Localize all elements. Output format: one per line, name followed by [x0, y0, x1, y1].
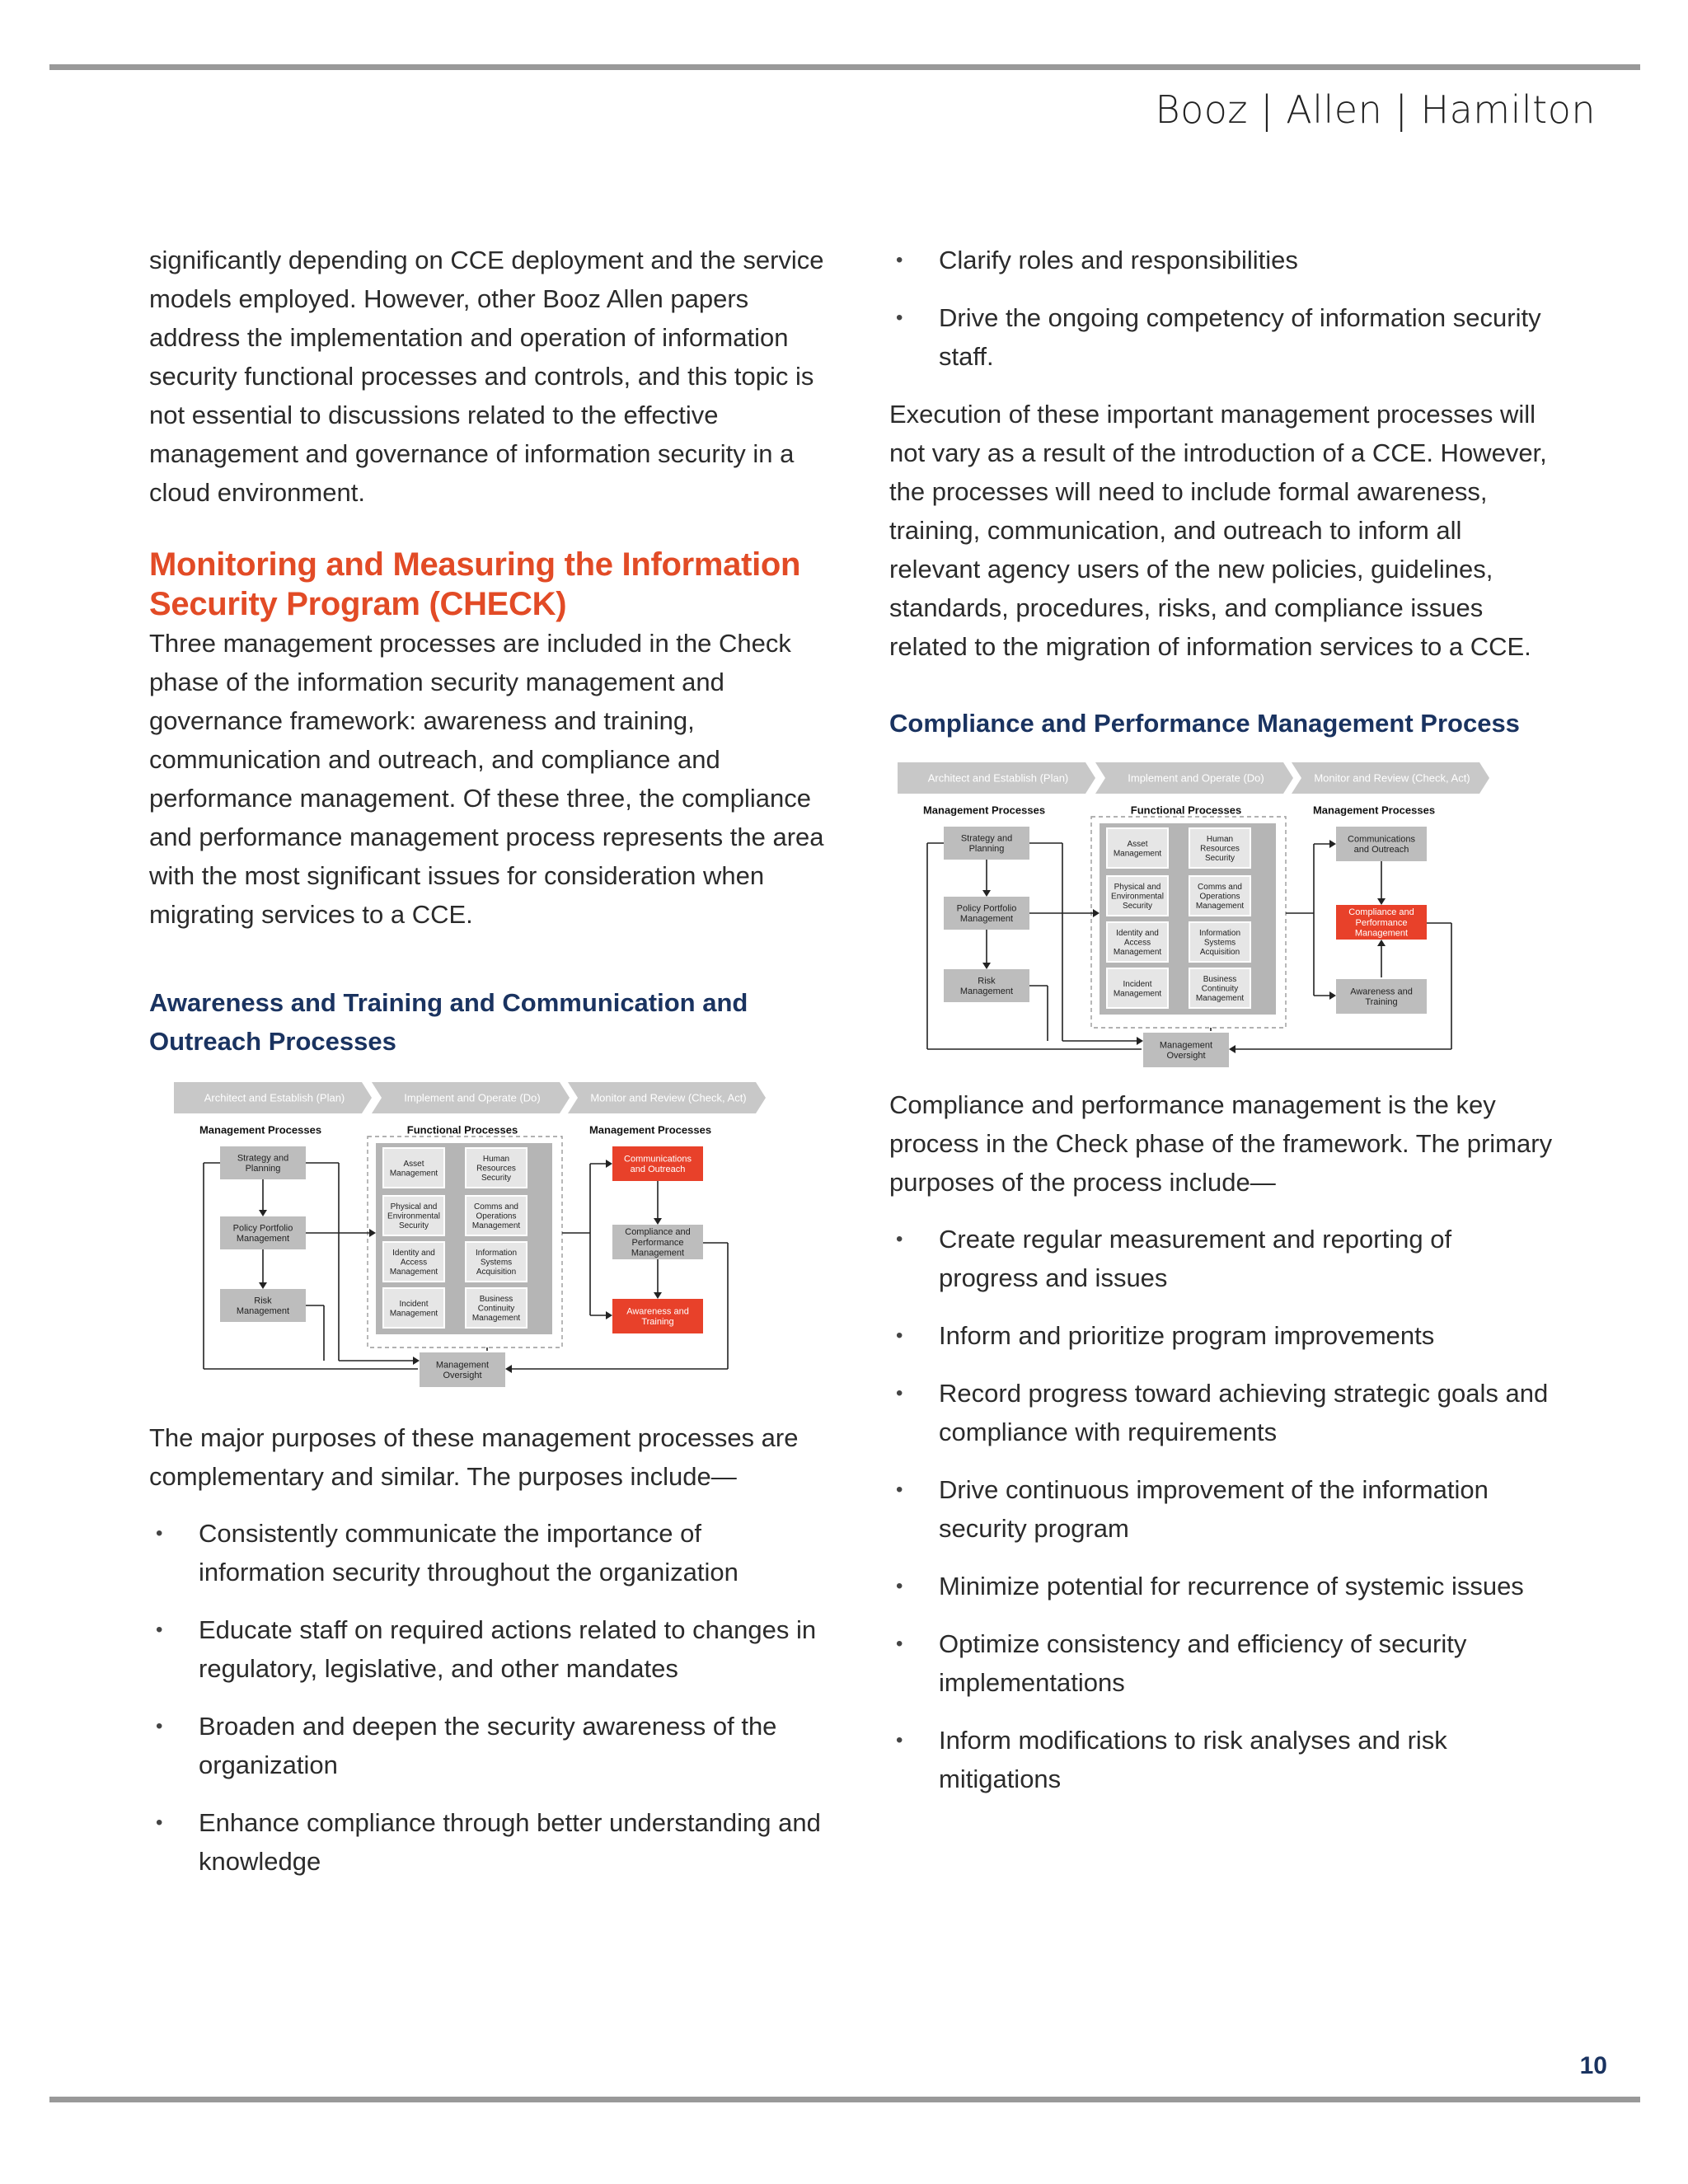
arrow-head — [606, 1160, 612, 1168]
list-item: • Clarify roles and responsibilities — [889, 241, 1557, 279]
arrow-head — [982, 963, 991, 969]
arrow-head — [654, 1292, 662, 1299]
arrow-head — [259, 1282, 267, 1289]
process-label: Communications and Outreach — [1348, 834, 1415, 855]
list-item: • Consistently communicate the importance of information security throughout the organization — [149, 1514, 825, 1591]
process-label: Compliance and Performance Management — [625, 1227, 691, 1258]
process-label: Awareness and Training — [1350, 987, 1413, 1008]
functional-label: Human Resources Security — [476, 1155, 516, 1183]
page-number: 10 — [1579, 2052, 1607, 2079]
functional-label: Identity and Access Management — [1113, 929, 1162, 957]
arrow-head — [1093, 909, 1100, 917]
arrow-head — [369, 1229, 376, 1237]
process-label: Policy Portfolio Management — [232, 1223, 293, 1244]
arrow-head — [259, 1210, 267, 1216]
arrow-head — [1137, 1037, 1143, 1045]
functional-label: Incident Management — [389, 1299, 438, 1319]
left-column — [149, 241, 825, 1900]
list-item: • Drive continuous improvement of the information security program — [889, 1470, 1557, 1548]
list-item: • Educate staff on required actions related to changes in regulatory, legislative, and other mandates — [149, 1610, 825, 1688]
column-title: Functional Processes — [406, 1123, 518, 1137]
list-item: • Optimize consistency and efficiency of security implementations — [889, 1624, 1557, 1702]
functional-label: Comms and Operations Management — [1195, 883, 1245, 911]
functional-label: Physical and Environmental Security — [387, 1202, 440, 1230]
purposes-list — [149, 1514, 825, 1881]
arrow-head — [1229, 1045, 1236, 1053]
column-title: Management Processes — [588, 1123, 712, 1137]
column-title: Management Processes — [1312, 804, 1436, 817]
bottom-rule — [49, 2097, 1640, 2102]
process-label: Awareness and Training — [626, 1306, 689, 1328]
functional-label: Incident Management — [1113, 979, 1162, 999]
arrow-head — [606, 1311, 612, 1319]
execution-paragraph: Execution of these important management processes will not vary as a result of the introduction of a CCE. However, the processes will need to include formal awareness, training, communication, and outreach to inform all relevant agency users of the new policies, guidelines, standards, procedures, risks, and compliance issues related to the migration of information services to a CCE. — [889, 400, 1547, 661]
phase-label: Monitor and Review (Check, Act) — [590, 1091, 747, 1104]
functional-label: Information Systems Acquisition — [1198, 929, 1241, 957]
phase-label: Architect and Establish (Plan) — [204, 1091, 345, 1104]
arrow-head — [1329, 840, 1336, 848]
list-item: • Record progress toward achieving strategic goals and compliance with requirements — [889, 1374, 1557, 1451]
process-label: Strategy and Planning — [960, 833, 1013, 855]
functional-label: Asset Management — [389, 1159, 438, 1179]
column-title: Management Processes — [199, 1123, 322, 1137]
list-item: • Create regular measurement and reporting of progress and issues — [889, 1220, 1557, 1297]
diagram-compliance — [898, 761, 1499, 1074]
list-item: • Minimize potential for recurrence of systemic issues — [889, 1567, 1557, 1605]
arrow-head — [654, 1218, 662, 1225]
phase-label: Architect and Establish (Plan) — [927, 771, 1069, 785]
list-item: • Inform modifications to risk analyses and risk mitigations — [889, 1721, 1557, 1798]
functional-label: Human Resources Security — [1200, 835, 1240, 863]
arrow-head — [1329, 991, 1336, 1000]
subheading-awareness: Awareness and Training and Communication and Outreach Processes — [149, 988, 748, 1056]
oversight-label: Management Oversight — [435, 1360, 490, 1381]
section-paragraph: Three management processes are included in the Check phase of the information security management and governance framework: awareness and training, communication and outreach, and compliance and performance management. Of these three, the compliance and performance management process represents the area with the most significant issues for consideration when migrating services to a CCE. — [149, 629, 824, 929]
column-title: Functional Processes — [1130, 804, 1242, 817]
functional-label: Asset Management — [1113, 839, 1162, 859]
key-paragraph: Compliance and performance management is the key process in the Check phase of the framework. The primary purposes of the process include— — [889, 1090, 1553, 1197]
phase-label: Implement and Operate (Do) — [1128, 771, 1264, 785]
process-label: Strategy and Planning — [237, 1153, 289, 1174]
process-label: Risk Management — [236, 1296, 290, 1317]
functional-label: Information Systems Acquisition — [475, 1249, 518, 1277]
subheading-compliance: Compliance and Performance Management Process — [889, 709, 1520, 738]
arrow-head — [1377, 898, 1386, 905]
functional-label: Physical and Environmental Security — [1111, 883, 1164, 911]
right-column — [889, 241, 1557, 1817]
list-item: • Drive the ongoing competency of information security staff. — [889, 298, 1557, 376]
list-item: • Inform and prioritize program improvements — [889, 1316, 1557, 1355]
diagram-awareness — [174, 1080, 776, 1394]
list-item: • Broaden and deepen the security awareness of the organization — [149, 1707, 825, 1784]
intro-paragraph: significantly depending on CCE deployment and the service models employed. However, other Booz Allen papers address the implementation and operation of information security functional processes and controls, and this topic is not essential to discussions related to the effective management and governance of information security in a cloud environment. — [149, 246, 824, 507]
roles-list — [889, 241, 1557, 376]
column-title: Management Processes — [922, 804, 1046, 817]
phase-label: Monitor and Review (Check, Act) — [1314, 771, 1470, 785]
functional-label: Business Continuity Management — [1195, 975, 1245, 1003]
top-rule — [49, 64, 1640, 70]
compliance-purposes-list — [889, 1220, 1557, 1798]
functional-label: Identity and Access Management — [389, 1249, 438, 1277]
arrow-head — [1377, 940, 1386, 946]
purposes-intro: The major purposes of these management processes are complementary and similar. The purposes include— — [149, 1423, 799, 1491]
process-label: Risk Management — [959, 976, 1014, 997]
arrow-head — [413, 1357, 420, 1365]
process-label: Compliance and Performance Management — [1348, 907, 1414, 939]
phase-label: Implement and Operate (Do) — [404, 1091, 541, 1104]
process-label: Communications and Outreach — [624, 1154, 692, 1175]
arrow-head — [982, 890, 991, 897]
process-label: Policy Portfolio Management — [956, 903, 1017, 925]
functional-label: Business Continuity Management — [471, 1295, 521, 1323]
functional-label: Comms and Operations Management — [471, 1202, 521, 1230]
section-heading: Monitoring and Measuring the Information Security Program (CHECK) — [149, 546, 801, 622]
list-item: • Enhance compliance through better understanding and knowledge — [149, 1803, 825, 1881]
oversight-label: Management Oversight — [1159, 1040, 1213, 1062]
arrow-head — [505, 1365, 512, 1373]
brand-logo: Booz | Allen | Hamilton — [1155, 87, 1596, 132]
